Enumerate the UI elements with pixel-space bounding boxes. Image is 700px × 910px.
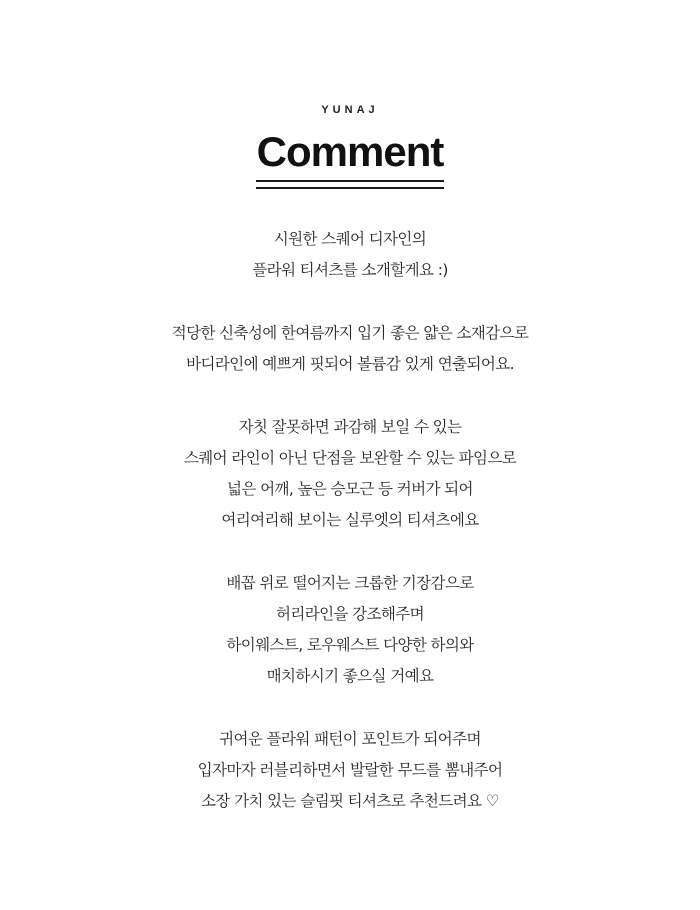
paragraph-pattern <box>0 724 700 817</box>
text-line: 매치하시기 좋으실 거예요 <box>266 667 434 685</box>
text-line: 하이웨스트, 로우웨스트 다양한 하의와 <box>226 636 474 654</box>
paragraph-length <box>0 568 700 692</box>
text-line: 입자마자 러블리하면서 발랄한 무드를 뽐내주어 <box>197 761 503 779</box>
text-line: 소장 가치 있는 슬림핏 티셔츠로 추천드려요 ♡ <box>201 792 499 810</box>
text-line: 여리여리해 보이는 실루엣의 티셔츠에요 <box>221 511 479 529</box>
section-title: Comment <box>256 128 444 175</box>
text-line: 넓은 어깨, 높은 승모근 등 커버가 되어 <box>227 480 473 498</box>
paragraph-neckline <box>0 412 700 536</box>
paragraph-fabric <box>0 318 700 380</box>
text-line: 귀여운 플라워 패턴이 포인트가 되어주며 <box>219 730 481 748</box>
paragraph-intro <box>0 224 700 286</box>
text-line: 허리라인을 강조해주며 <box>275 605 425 623</box>
text-line: 배꼽 위로 떨어지는 크롭한 기장감으로 <box>226 574 474 592</box>
title-underline-bottom <box>256 187 444 189</box>
text-line: 플라워 티셔츠를 소개할게요 :) <box>252 261 448 279</box>
text-line: 바디라인에 예쁘게 핏되어 볼륨감 있게 연출되어요. <box>186 355 514 373</box>
comment-body <box>0 224 700 849</box>
title-underline-top <box>256 180 444 182</box>
text-line: 자칫 잘못하면 과감해 보일 수 있는 <box>238 418 462 436</box>
text-line: 스퀘어 라인이 아닌 단점을 보완할 수 있는 파임으로 <box>183 449 517 467</box>
text-line: 적당한 신축성에 한여름까지 입기 좋은 얇은 소재감으로 <box>171 324 529 342</box>
text-line: 시원한 스퀘어 디자인의 <box>273 230 427 248</box>
brand-name: YUNAJ <box>321 104 379 116</box>
